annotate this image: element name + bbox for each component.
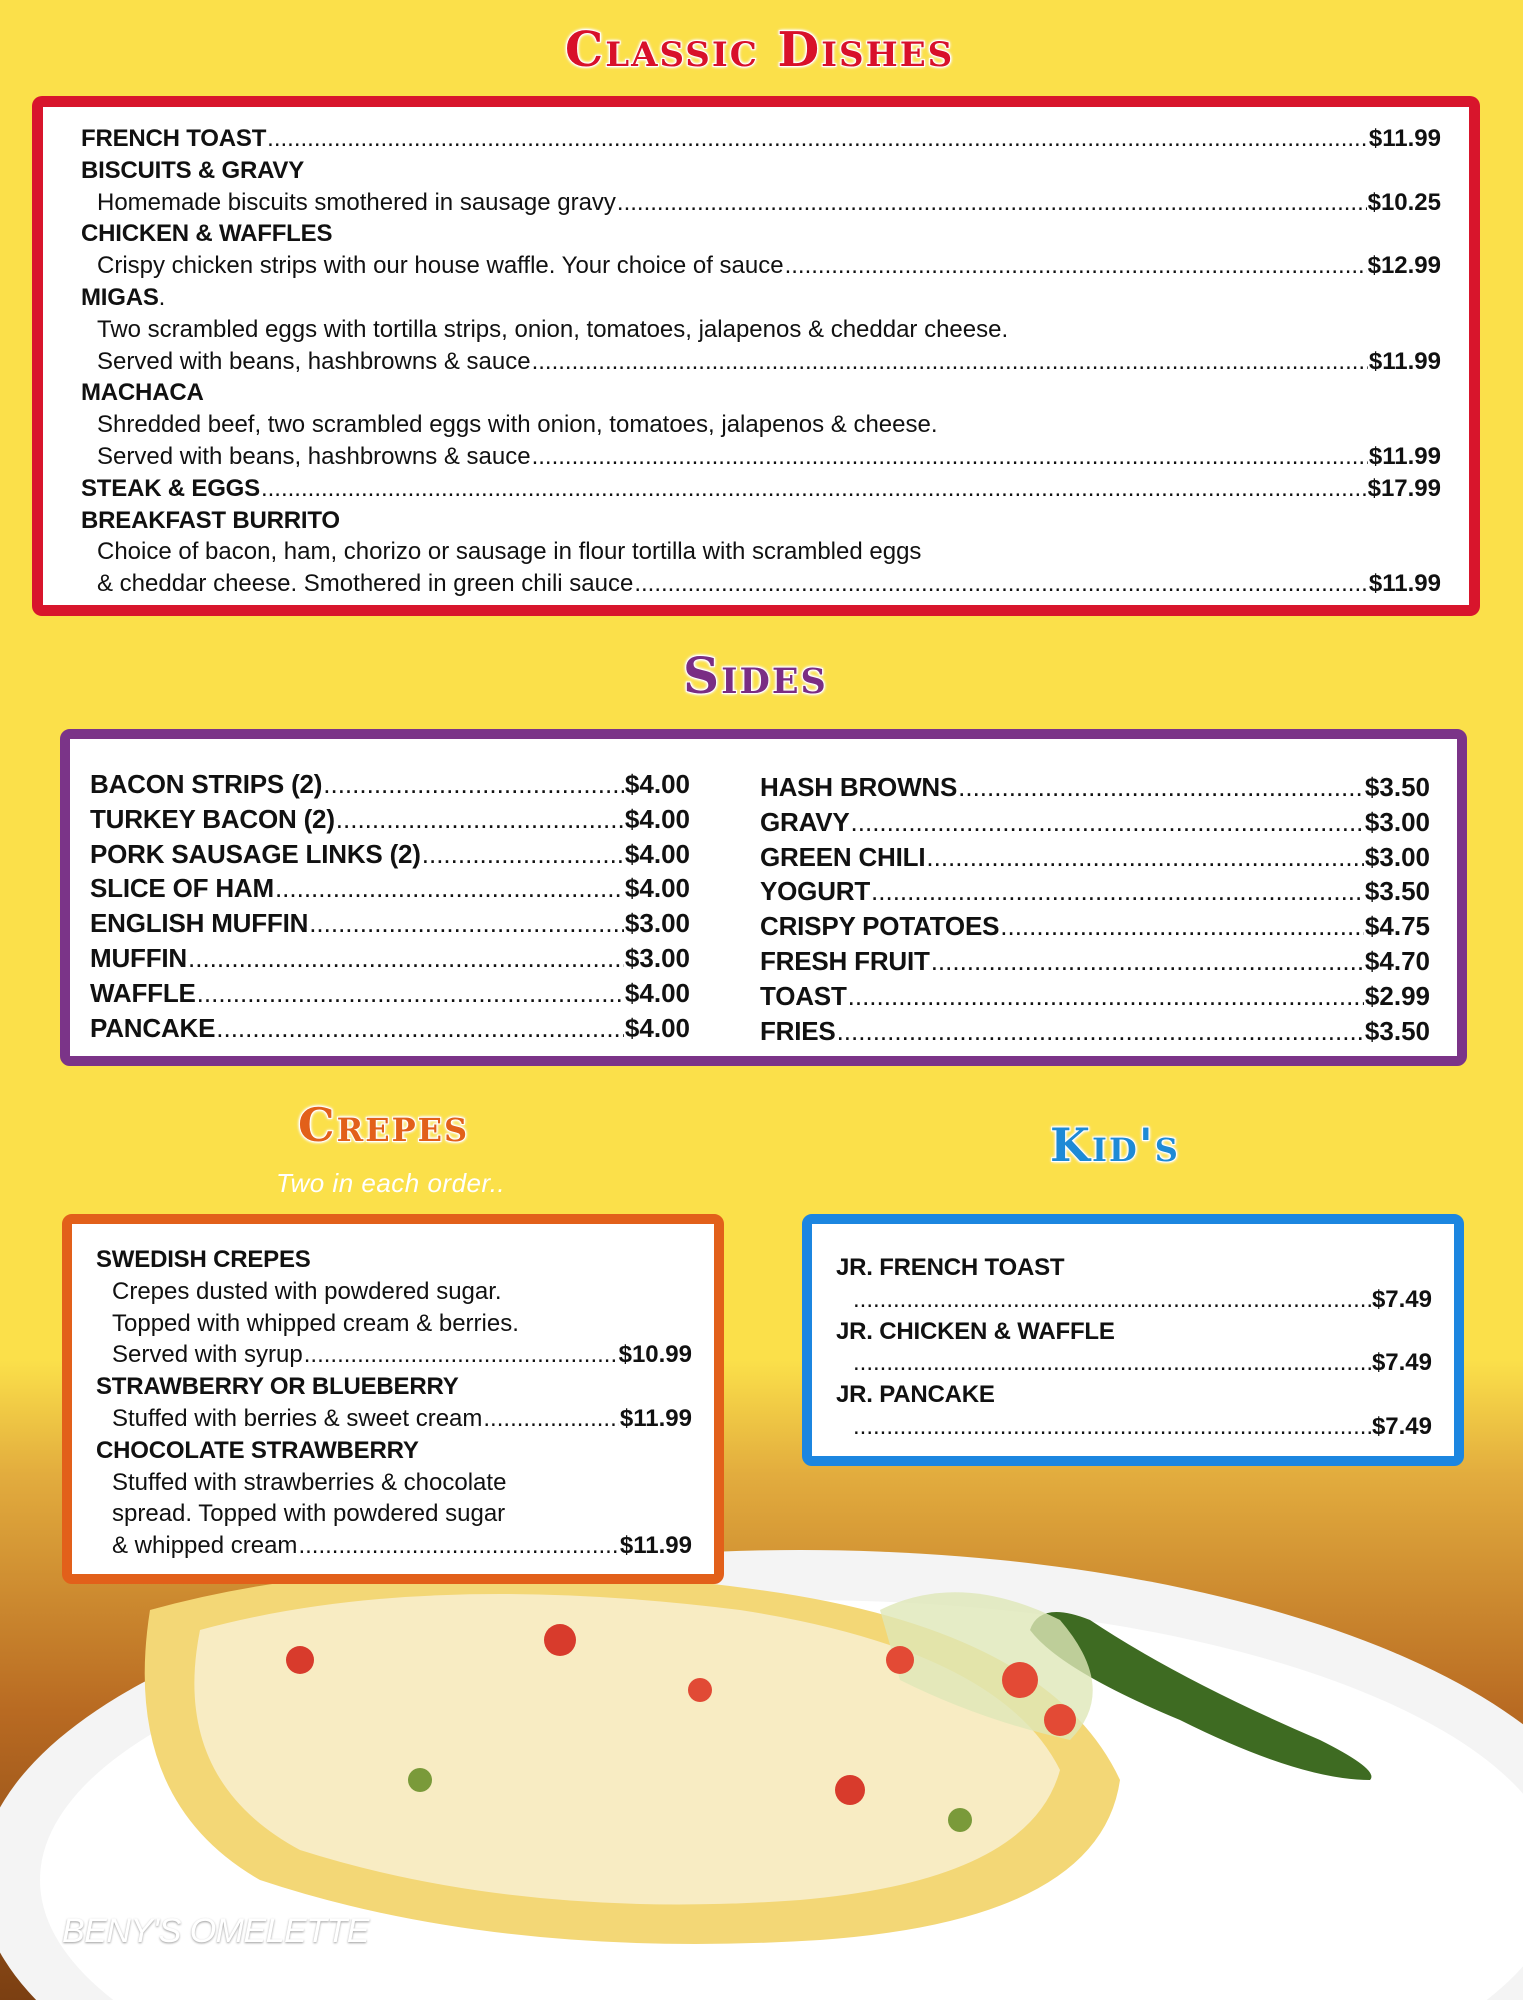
menu-item-price: $4.00 — [624, 977, 690, 1008]
menu-item-price: $4.00 — [624, 803, 690, 834]
menu-item-description: Topped with whipped cream & berries. — [112, 1309, 519, 1337]
menu-item-name: MACHACA — [81, 379, 204, 407]
menu-item-description: Homemade biscuits smothered in sausage gravy — [97, 188, 616, 216]
crepes-box — [62, 1214, 724, 1584]
menu-item-name: ENGLISH MUFFIN — [90, 908, 309, 939]
menu-item-name-row — [96, 1373, 692, 1405]
menu-item-desc-row — [81, 570, 1441, 602]
menu-item-description: & cheddar cheese. Smothered in green chili sauce — [97, 570, 634, 598]
menu-item-name: BISCUITS & GRAVY — [81, 156, 305, 184]
menu-item-description: Crispy chicken strips with our house waffle. Your choice of sauce — [97, 252, 784, 280]
menu-item-name-row — [760, 842, 1430, 877]
kids-box — [802, 1214, 1464, 1466]
menu-item-description: Stuffed with strawberries & chocolate — [112, 1468, 507, 1496]
menu-item-name-row — [836, 1254, 1432, 1286]
menu-item-price: $4.00 — [624, 769, 690, 799]
menu-item-description: Shredded beef, two scrambled eggs with onion, tomatoes, jalapenos & cheese. — [97, 411, 938, 439]
menu-item-price: $3.50 — [1364, 772, 1430, 802]
menu-item-price: $10.25 — [1367, 188, 1441, 216]
dot-leader — [188, 943, 624, 974]
menu-item-name: JR. PANCAKE — [836, 1381, 995, 1409]
menu-item-name-row — [81, 284, 1441, 316]
crepes-title: Crepes — [298, 1098, 470, 1152]
menu-item-name-row — [90, 978, 690, 1013]
dot-leader — [1000, 911, 1364, 942]
menu-item-name: CHOCOLATE STRAWBERRY — [96, 1436, 419, 1464]
dot-leader — [848, 981, 1364, 1012]
menu-item-price: $11.99 — [1368, 570, 1441, 598]
photo-caption: BENY'S OMELETTE — [62, 1912, 369, 1950]
menu-item-name-row — [760, 911, 1430, 946]
menu-item-desc-row — [81, 348, 1441, 380]
menu-item-name: PANCAKE — [90, 1012, 216, 1043]
sides-right-column — [760, 772, 1430, 1050]
menu-item-price: $11.99 — [1368, 442, 1441, 470]
menu-item-price: $3.00 — [1364, 806, 1430, 837]
menu-item-name-row — [90, 804, 690, 839]
menu-item-name: MUFFIN — [90, 942, 187, 973]
menu-item-name: PORK SAUSAGE LINKS (2) — [90, 838, 421, 869]
menu-item-name-row — [760, 807, 1430, 842]
dot-leader — [309, 908, 624, 939]
menu-item-desc-row — [96, 1500, 692, 1532]
menu-item-name: TOAST — [760, 980, 847, 1011]
menu-item-desc-row — [81, 538, 1441, 570]
dot-leader — [422, 839, 624, 870]
menu-item-name-row — [90, 839, 690, 874]
menu-item-price: $17.99 — [1367, 474, 1441, 502]
menu-item-name: TURKEY BACON (2) — [90, 803, 335, 834]
menu-item-price: $3.50 — [1364, 1015, 1430, 1046]
menu-item-price: $11.99 — [619, 1532, 692, 1560]
dot-leader — [483, 1405, 619, 1433]
menu-item-name: HASH BROWNS — [760, 772, 958, 802]
dot-leader — [197, 978, 624, 1009]
menu-item-description: Served with syrup — [112, 1341, 303, 1369]
classic-dishes-list — [81, 125, 1441, 602]
menu-item-desc-row — [96, 1532, 692, 1564]
menu-item-name: STRAWBERRY OR BLUEBERRY — [96, 1373, 459, 1401]
crepes-subtitle: Two in each order.. — [276, 1168, 506, 1198]
menu-item-desc-row — [836, 1286, 1432, 1318]
menu-item-name: BREAKFAST BURRITO — [81, 506, 340, 534]
classic-dishes-box — [32, 96, 1480, 616]
menu-item-price: $3.00 — [624, 942, 690, 973]
dot-leader — [785, 252, 1367, 280]
menu-item-name: GREEN CHILI — [760, 841, 926, 872]
dot-leader — [837, 1016, 1364, 1047]
sides-box — [60, 729, 1467, 1066]
dot-leader — [853, 1349, 1371, 1377]
menu-item-name-row — [81, 157, 1441, 189]
dot-leader — [267, 125, 1368, 153]
dot-leader — [261, 475, 1367, 503]
dot-leader — [926, 842, 1364, 873]
menu-item-name-row — [836, 1318, 1432, 1350]
menu-item-name: CRISPY POTATOES — [760, 911, 1000, 942]
menu-item-name-row — [81, 125, 1441, 157]
menu-item-name-row — [81, 379, 1441, 411]
menu-item-name-row — [90, 1013, 690, 1048]
menu-item-price: $4.70 — [1364, 945, 1430, 976]
dot-leader — [532, 443, 1368, 471]
menu-item-name-row — [760, 981, 1430, 1016]
menu-item-name-row — [81, 220, 1441, 252]
menu-item-price: $7.49 — [1371, 1412, 1432, 1440]
menu-item-price: $3.00 — [624, 908, 690, 939]
dot-leader — [304, 1341, 618, 1369]
menu-item-name: SWEDISH CREPES — [96, 1246, 311, 1273]
menu-item-name: MIGAS — [81, 283, 159, 311]
dot-leader — [634, 570, 1368, 598]
sides-title: Sides — [683, 646, 828, 705]
menu-item-desc-row — [96, 1469, 692, 1501]
menu-item-price: $10.99 — [618, 1341, 692, 1369]
menu-item-description: Served with beans, hashbrowns & sauce — [97, 442, 531, 470]
menu-item-suffix: . — [158, 283, 166, 311]
menu-item-description: Choice of bacon, ham, chorizo or sausage in flour tortilla with scrambled eggs — [97, 538, 922, 566]
crepes-list — [96, 1246, 692, 1564]
menu-item-price: $12.99 — [1367, 252, 1441, 280]
menu-item-name-row — [90, 908, 690, 943]
menu-item-name: CHICKEN & WAFFLES — [81, 220, 333, 248]
menu-item-price: $4.00 — [624, 873, 690, 904]
menu-item-price: $4.00 — [624, 1012, 690, 1043]
menu-item-desc-row — [96, 1341, 692, 1373]
menu-item-name-row — [836, 1381, 1432, 1413]
menu-item-price: $3.50 — [1364, 876, 1430, 907]
menu-item-desc-row — [96, 1278, 692, 1310]
menu-item-name-row — [760, 772, 1430, 807]
menu-item-price: $7.49 — [1371, 1285, 1432, 1313]
dot-leader — [851, 807, 1364, 838]
dot-leader — [216, 1013, 624, 1044]
menu-item-name: JR. FRENCH TOAST — [836, 1254, 1065, 1281]
menu-item-name: GRAVY — [760, 806, 850, 837]
menu-item-name-row — [760, 876, 1430, 911]
dot-leader — [336, 804, 624, 835]
menu-item-name-row — [90, 769, 690, 804]
dot-leader — [958, 772, 1364, 803]
menu-item-description: spread. Topped with powdered sugar — [112, 1500, 506, 1528]
menu-item-name-row — [760, 946, 1430, 981]
menu-item-desc-row — [81, 316, 1441, 348]
menu-item-desc-row — [96, 1405, 692, 1437]
menu-item-desc-row — [81, 252, 1441, 284]
menu-item-desc-row — [81, 443, 1441, 475]
menu-item-desc-row — [81, 189, 1441, 221]
menu-item-price: $11.99 — [619, 1404, 692, 1432]
menu-item-price: $11.99 — [1368, 125, 1441, 152]
menu-item-desc-row — [836, 1413, 1432, 1445]
classic-dishes-title: Classic Dishes — [565, 22, 955, 78]
menu-item-name: FRENCH TOAST — [81, 125, 267, 152]
menu-item-name: FRIES — [760, 1015, 836, 1046]
menu-item-description: Stuffed with berries & sweet cream — [112, 1404, 483, 1432]
menu-item-name: FRESH FRUIT — [760, 945, 930, 976]
menu-item-name: JR. CHICKEN & WAFFLE — [836, 1317, 1115, 1345]
menu-item-name-row — [90, 873, 690, 908]
dot-leader — [323, 769, 624, 800]
sides-left-column — [90, 769, 690, 1047]
dot-leader — [298, 1532, 618, 1560]
menu-item-description: Served with beans, hashbrowns & sauce — [97, 347, 531, 375]
dot-leader — [853, 1286, 1371, 1314]
menu-item-price: $11.99 — [1368, 347, 1441, 375]
menu-item-description: Crepes dusted with powdered sugar. — [112, 1277, 502, 1305]
menu-item-price: $3.00 — [1364, 841, 1430, 872]
menu-item-desc-row — [96, 1310, 692, 1342]
menu-item-description: & whipped cream — [112, 1532, 298, 1560]
dot-leader — [532, 348, 1368, 376]
kids-list — [836, 1254, 1432, 1445]
menu-item-name: SLICE OF HAM — [90, 873, 274, 904]
menu-item-name-row — [81, 507, 1441, 539]
menu-item-name-row — [96, 1437, 692, 1469]
menu-item-name: STEAK & EGGS — [81, 474, 260, 502]
menu-item-name-row — [760, 1016, 1430, 1051]
dot-leader — [617, 189, 1367, 217]
menu-item-price: $4.00 — [624, 838, 690, 869]
menu-item-desc-row — [81, 411, 1441, 443]
menu-item-name-row — [96, 1246, 692, 1278]
menu-item-name: YOGURT — [760, 876, 871, 907]
menu-item-name: BACON STRIPS (2) — [90, 769, 323, 799]
dot-leader — [275, 873, 624, 904]
menu-item-price: $4.75 — [1364, 911, 1430, 942]
menu-item-name-row — [90, 943, 690, 978]
menu-item-price: $2.99 — [1364, 980, 1430, 1011]
menu-item-name: WAFFLE — [90, 977, 196, 1008]
dot-leader — [931, 946, 1364, 977]
menu-item-name-row — [81, 475, 1441, 507]
menu-item-description: Two scrambled eggs with tortilla strips, onion, tomatoes, jalapenos & cheddar cheese. — [97, 315, 1009, 343]
dot-leader — [871, 876, 1364, 907]
menu-item-desc-row — [836, 1349, 1432, 1381]
kids-title: Kid's — [1050, 1118, 1180, 1172]
menu-item-price: $7.49 — [1371, 1349, 1432, 1377]
dot-leader — [853, 1413, 1371, 1441]
